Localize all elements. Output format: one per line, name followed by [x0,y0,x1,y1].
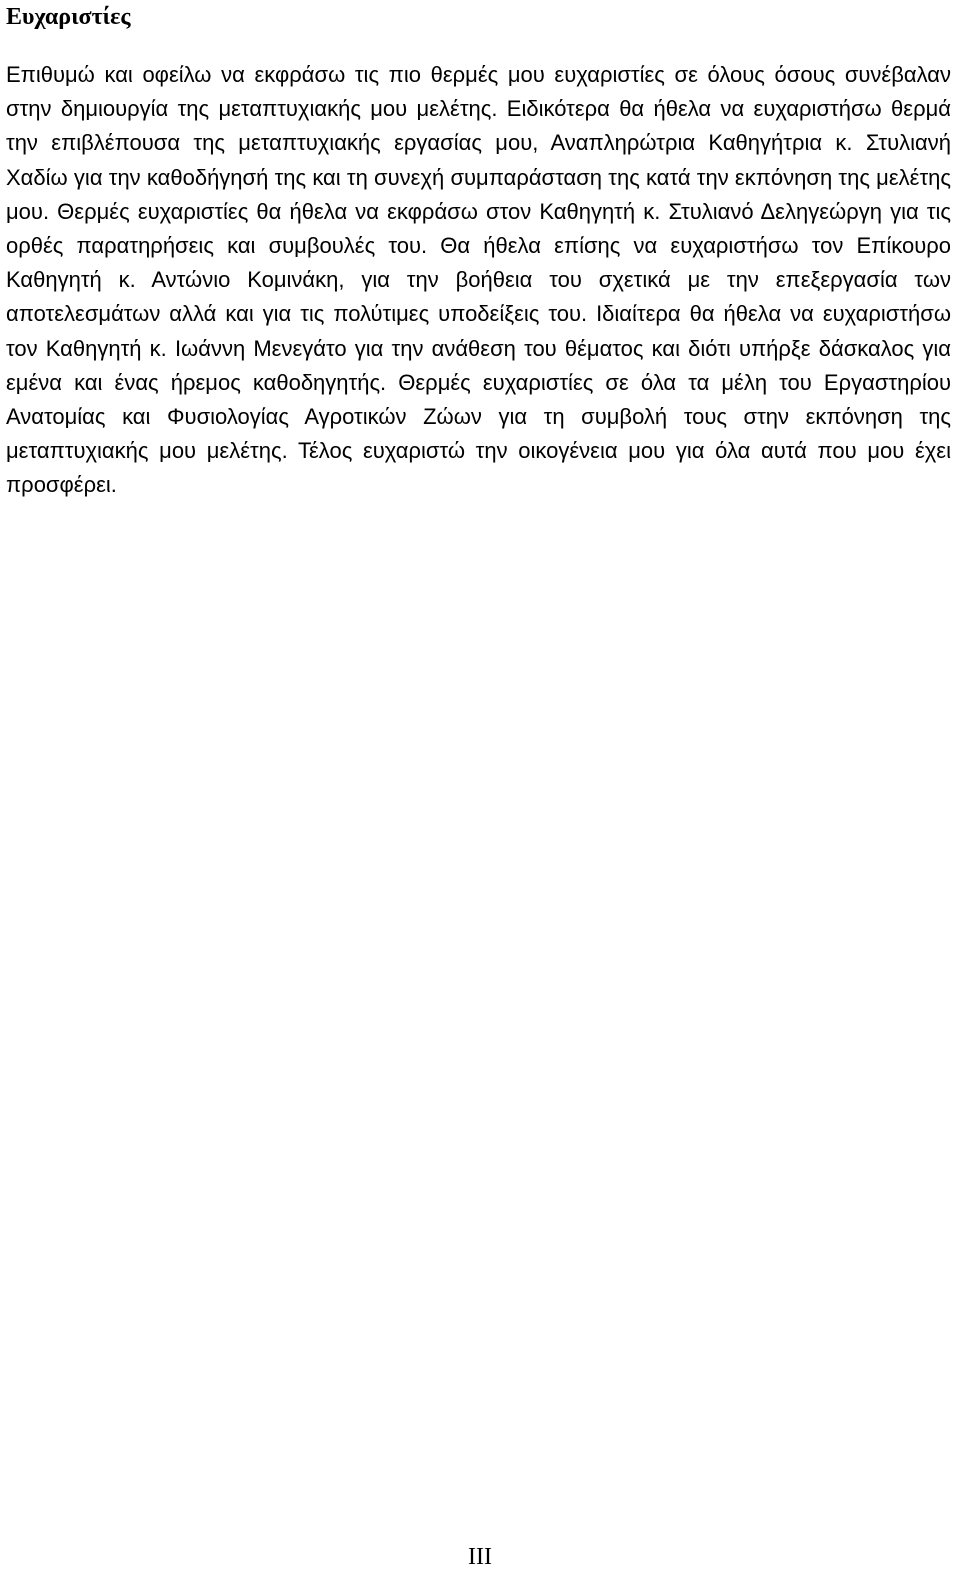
page-number: III [468,1544,492,1570]
page-title: Ευχαριστίες [6,4,131,30]
acknowledgements-paragraph: Επιθυμώ και οφείλω να εκφράσω τις πιο θερμές μου ευχαριστίες σε όλους όσους συνέβαλαν στην δημιουργία της μεταπτυχιακής μου μελέτης. Ειδικότερα θα ήθελα να ευχαριστήσω θερμά την επιβλέπουσα της μεταπτυχιακής εργασίας μου, Αναπληρώτρια Καθηγήτρια κ. Στυλιανή Χαδίω για την καθοδήγησή της και τη συνεχή συμπαράσταση της κατά την εκπόνηση της μελέτης μου. Θερμές ευχαριστίες θα ήθελα να εκφράσω στον Καθηγητή κ. Στυλιανό Δεληγεώργη για τις ορθές παρατηρήσεις και συμβουλές του. Θα ήθελα επίσης να ευχαριστήσω τον Επίκουρο Καθηγητή κ. Αντώνιο Κομινάκη, για την βοήθεια του σχετικά με την επεξεργασία των αποτελεσμάτων αλλά και για τις πολύτιμες υποδείξεις του. Ιδιαίτερα θα ήθελα να ευχαριστήσω τον Καθηγητή κ. Ιωάννη Μενεγάτο για την ανάθεση του θέματος και διότι υπήρξε δάσκαλος για εμένα και ένας ήρεμος καθοδηγητής. Θερμές ευχαριστίες σε όλα τα μέλη του Εργαστηρίου Ανατομίας και Φυσιολογίας Αγροτικών Ζώων για τη συμβολή τους στην εκπόνηση της μεταπτυχιακής μου μελέτης. Τέλος ευχαριστώ την οικογένεια μου για όλα αυτά που μου έχει προσφέρει. [6,62,951,498]
